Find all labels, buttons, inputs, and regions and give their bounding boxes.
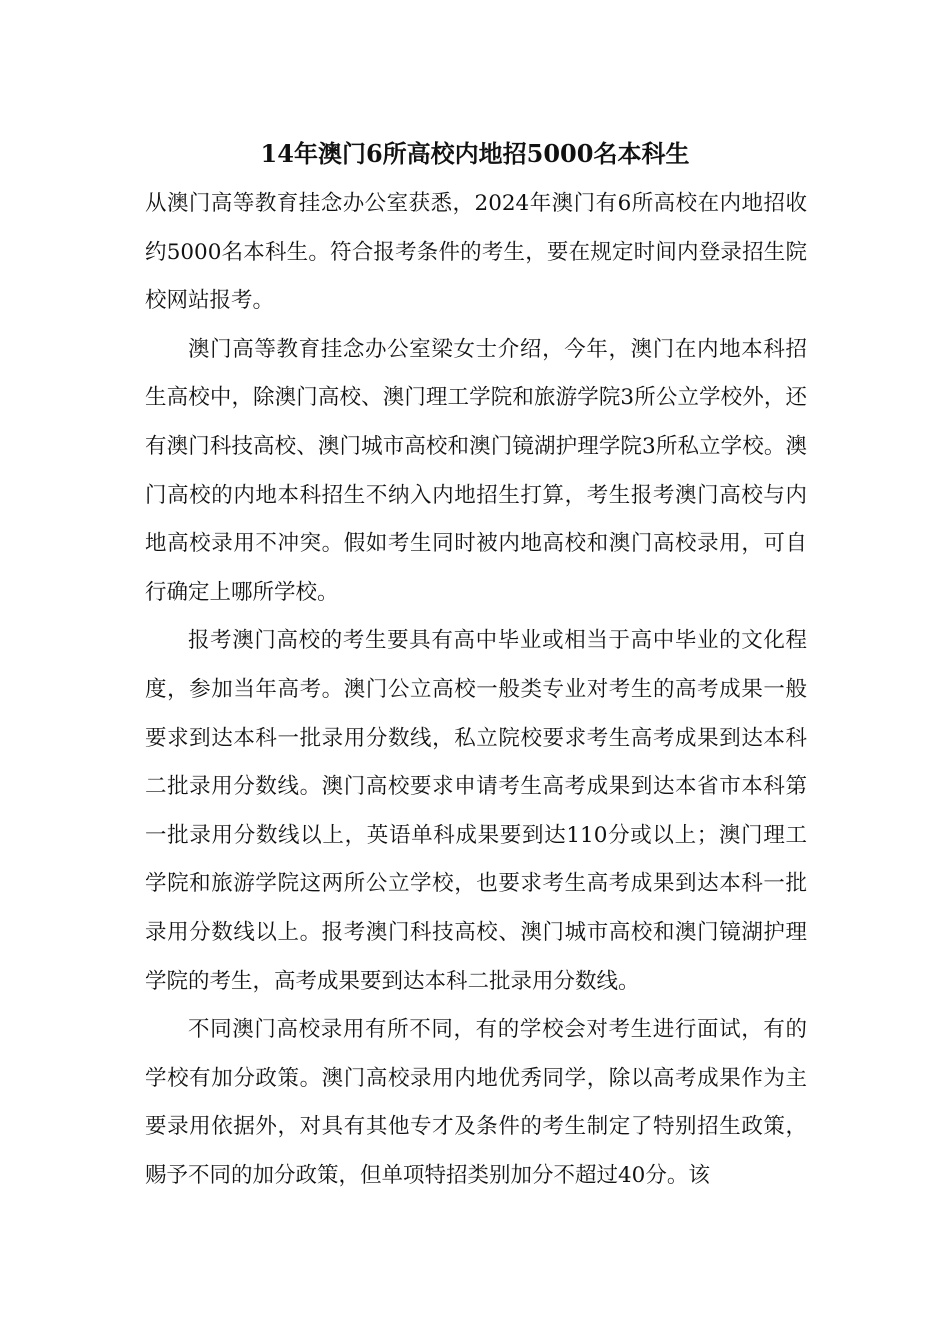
paragraph-requirements: 报考澳门高校的考生要具有高中毕业或相当于高中毕业的文化程度，参加当年高考。澳门公立高校一般类专业对考生的高考成果一般要求到达本科一批录用分数线，私立院校要求考生高考成果到达本科二批录用分数线。澳门高校要求申请考生高考成果到达本省市本科第一批录用分数线以上，英语单科成果要到达110分或以上；澳门理工学院和旅游学院这两所公立学校，也要求考生高考成果到达本科一批录用分数线以上。报考澳门科技高校、澳门城市高校和澳门镜湖护理学院的考生，高考成果要到达本科二批录用分数线。 [145,628,807,994]
paragraph-admission-policy: 不同澳门高校录用有所不同，有的学校会对考生进行面试，有的学校有加分政策。澳门高校录用内地优秀同学，除以高考成果作为主要录用依据外，对具有其他专才及条件的考生制定了特别招生政策，赐予不同的加分政策，但单项特招类别加分不超过40分。该 [145,1017,807,1188]
paragraph-schools: 澳门高等教育挂念办公室梁女士介绍，今年，澳门在内地本科招生高校中，除澳门高校、澳门理工学院和旅游学院3所公立学校外，还有澳门科技高校、澳门城市高校和澳门镜湖护理学院3所私立学校。澳门高校的内地本科招生不纳入内地招生打算，考生报考澳门高校与内地高校录用不冲突。假如考生同时被内地高校和澳门高校录用，可自行确定上哪所学校。 [145,336,807,605]
paragraph-intro: 从澳门高等教育挂念办公室获悉，2024年澳门有6所高校在内地招收约5000名本科生。符合报考条件的考生，要在规定时间内登录招生院校网站报考。 [145,191,807,314]
document-body [145,180,807,1200]
document-title: 14年澳门6所高校内地招5000名本科生 [260,139,690,168]
